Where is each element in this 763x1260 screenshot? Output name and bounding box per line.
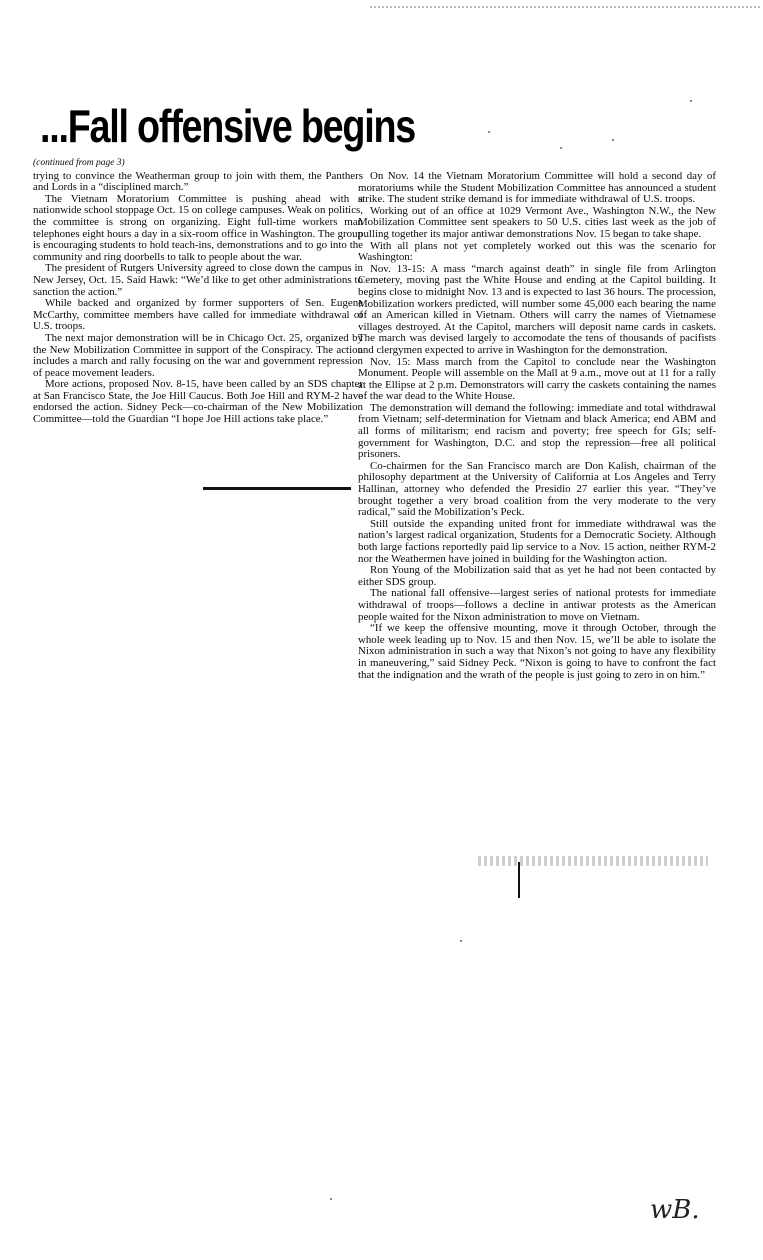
- paragraph: “If we keep the offensive mounting, move it through October, through the whole week leading up to Nov. 15 and then Nov. 15, we’ll be able to isolate the Nixon administration in such a way that Nixon’s not going to have any flexibility in maneuvering,” said Sidney Peck. “Nixon is going to have to confront the fact that the indignation and the wrath of the people is just going to zero in on him.”: [358, 622, 716, 681]
- headline: ...Fall offensive begins: [40, 100, 416, 152]
- scan-speck: [460, 940, 462, 942]
- column-end-rule: [203, 487, 351, 490]
- paragraph: The demonstration will demand the following: immediate and total withdrawal from Vietnam; self-determination for Vietnam and black America; end ABM and all forms of militarism; end racism and poverty; free speech for GIs; self-government for Washington, D.C. and stop the repression—free all political prisoners.: [358, 401, 716, 461]
- paragraph: The president of Rutgers University agreed to close down the campus in New Jersey, Oct. 15. Said Hawk: “We’d like to get other administrations to sanction the action.”: [33, 262, 363, 298]
- scan-speck: [330, 1198, 332, 1200]
- paragraph: Still outside the expanding united front for immediate withdrawal was the nation’s largest radical organization, Students for a Democratic Society. Although both large factions reportedly paid lip service to a Nov. 15 action, neither RYM-2 nor the Weathermen have joined in building for the Washington action.: [358, 517, 716, 565]
- paragraph: With all plans not yet completely worked out this was the scenario for Washington:: [358, 239, 716, 264]
- article-column-left: [33, 158, 363, 426]
- article-column-right: [358, 171, 716, 681]
- paragraph: The national fall offensive—largest series of national protests for immediate withdrawal of troops—follows a decline in antiwar protests as the American people waited for the Nixon administration to move on Vietnam.: [358, 587, 716, 623]
- paragraph: While backed and organized by former supporters of Sen. Eugene McCarthy, committee members have called for immediate withdrawal of U.S. troops.: [33, 297, 363, 333]
- scan-speck: [488, 131, 490, 133]
- continued-note: (continued from page 3): [33, 158, 125, 168]
- scan-smudge: [478, 856, 708, 866]
- scan-speck: [690, 100, 692, 102]
- paragraph: Ron Young of the Mobilization said that as yet he had not been contacted by either SDS group.: [358, 564, 716, 588]
- paragraph: Co-chairmen for the San Francisco march are Don Kalish, chairman of the philosophy department at the University of California at Los Angeles and Terry Hallinan, attorney who defended the Presidio 27 earlier this year. “They’ve brought together a very broad coalition from the very moderate to the very radical,” said the Mobilization’s Peck.: [358, 459, 716, 519]
- scan-speck: [612, 139, 614, 141]
- paragraph: The Vietnam Moratorium Committee is pushing ahead with a nationwide school stoppage Oct. 15 on college campuses. Weak on politics, the committee is strong on organizing. Eight full-time workers man telephones eight hours a day in a six-room office in Washington. The group is encouraging students to hold teach-ins, demonstrations and to go into the community and ring doorbells to talk to people about the war.: [33, 192, 363, 263]
- paragraph: The next major demonstration will be in Chicago Oct. 25, organized by the New Mobilization Committee in support of the Conspiracy. The action includes a march and rally focusing on the war and government repression of peace movement leaders.: [33, 331, 363, 379]
- paragraph: Nov. 13-15: A mass “march against death” in single file from Arlington Cemetery, moving past the White House and ending at the Capitol building. It begins close to midnight Nov. 13 and is expected to last 36 hours. The procession, Mobilization workers predicted, will number some 45,000 each bearing the name of an American killed in Vietnam. Others will carry the names of Vietnamese villages destroyed. At the Capitol, marchers will deposit name cards in caskets. The march was devised largely to accomodate the tens of thousands of pacifists and clergymen expected to arrive in Washington for the demonstration.: [358, 262, 716, 356]
- scan-speck: [560, 147, 562, 149]
- scan-border-dots: [370, 6, 760, 10]
- paragraph: On Nov. 14 the Vietnam Moratorium Committee will hold a second day of moratoriums while the Student Mobilization Committee has announced a student strike. The student strike demand is for immediate withdrawal of U.S. troops.: [358, 170, 716, 206]
- paragraph: trying to convince the Weatherman group to join with them, the Panthers and Lords in a “disciplined march.”: [33, 169, 363, 194]
- scan-mark: [518, 862, 520, 898]
- handwritten-initials: wB.: [650, 1195, 700, 1225]
- paragraph: More actions, proposed Nov. 8-15, have been called by an SDS chapter at San Francisco State, the Joe Hill Caucus. Both Joe Hill and RYM-2 have endorsed the action. Sidney Peck—co-chairman of the New Mobilization Committee—told the Guardian “I hope Joe Hill actions take place.”: [33, 378, 363, 426]
- paragraph: Nov. 15: Mass march from the Capitol to conclude near the Washington Monument. People will assemble on the Mall at 9 a.m., move out at 11 for a rally at the Ellipse at 2 p.m. Demonstrators will carry the caskets containing the names of the war dead to the White House.: [358, 355, 716, 403]
- paragraph: Working out of an office at 1029 Vermont Ave., Washington N.W., the New Mobilization Committee sent speakers to 50 U.S. cities last week as the job of pulling together its major antiwar demonstrations Nov. 15 began to take shape.: [358, 204, 716, 240]
